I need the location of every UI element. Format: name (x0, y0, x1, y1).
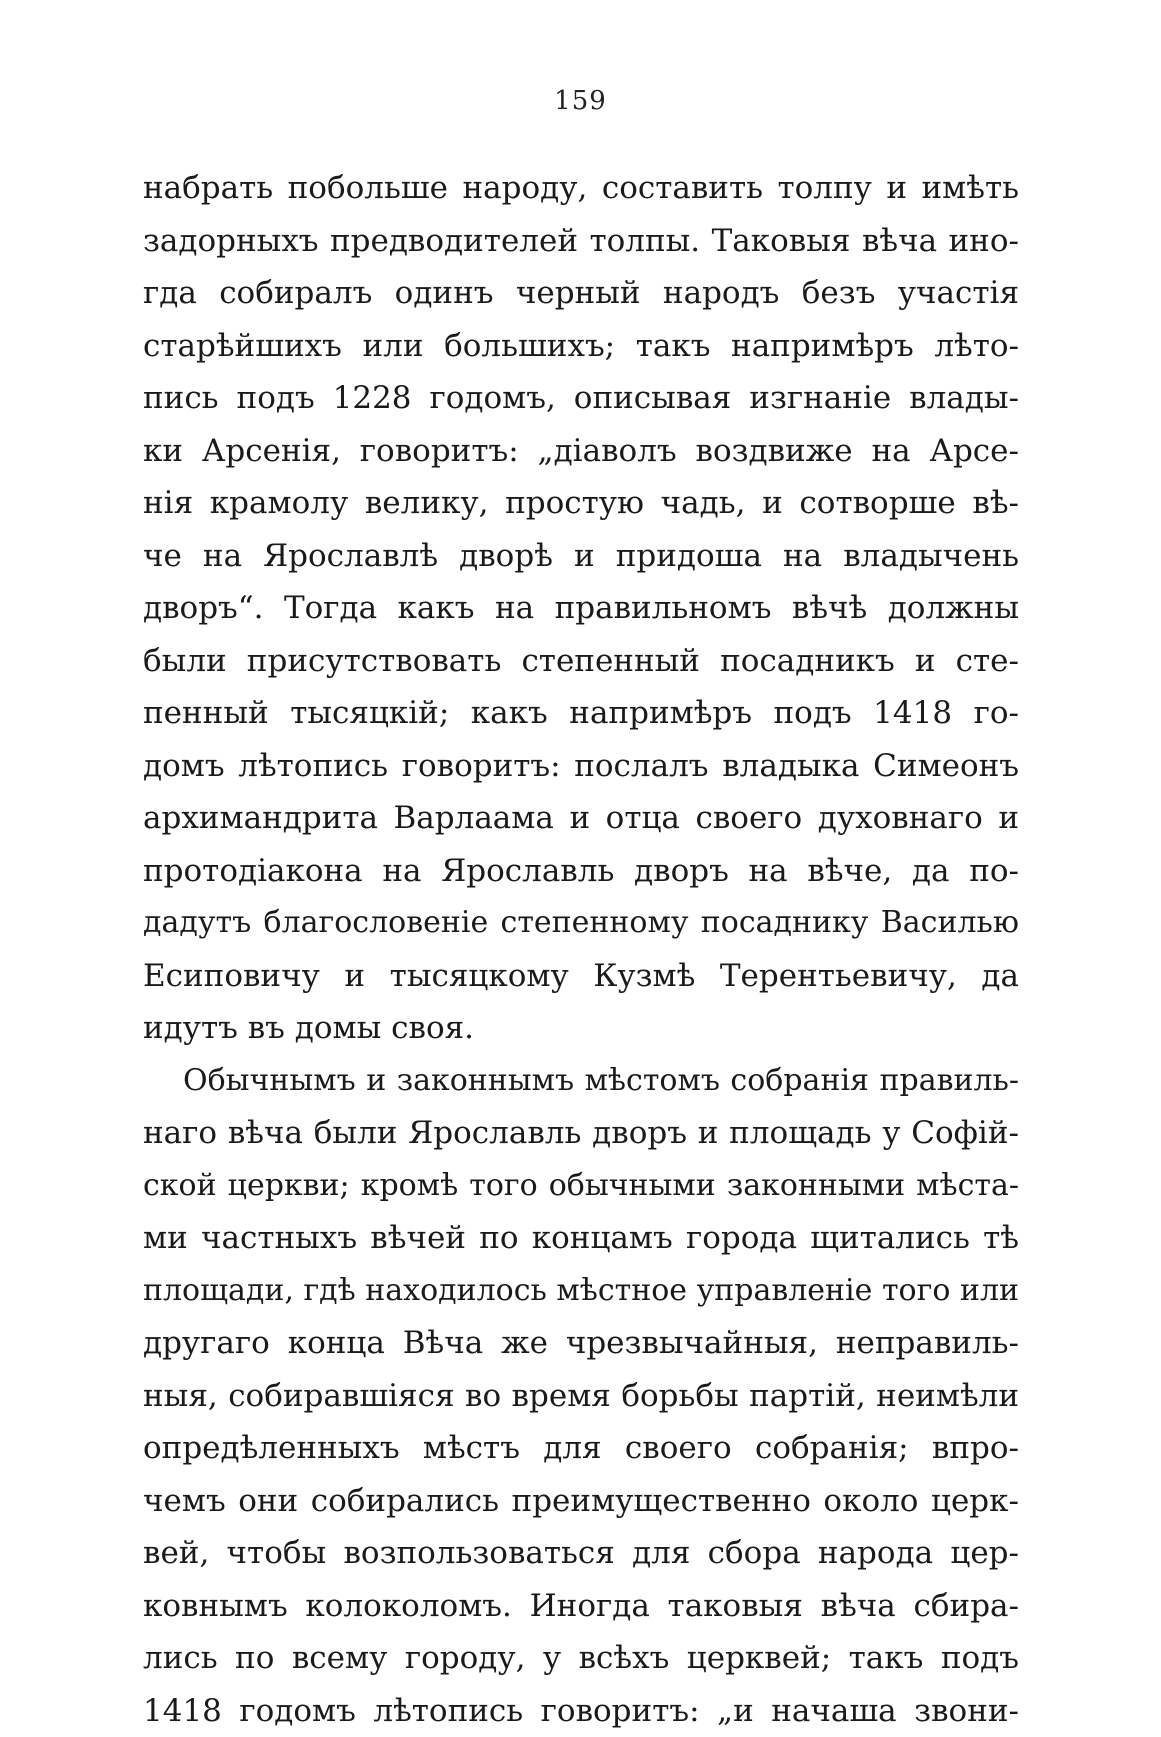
text-line: архимандрита Варлаама и отца своего духовнаго и (143, 792, 1019, 845)
text-line: опредѣленныхъ мѣстъ для своего собранія; впро- (143, 1422, 1019, 1475)
text-line: старѣйшихъ или большихъ; такъ напримѣръ лѣто- (143, 320, 1019, 373)
text-line: че на Ярославлѣ дворѣ и придоша на владычень (143, 530, 1019, 583)
text-line: ки Арсенія, говоритъ: „діаволъ воздвиже на Арсе- (143, 425, 1019, 478)
text-line: протодіакона на Ярославль дворъ на вѣче, да по- (143, 845, 1019, 898)
paragraph-2 (143, 1055, 1019, 1737)
text-line: ми частныхъ вѣчей по концамъ города щитались тѣ (143, 1212, 1019, 1265)
text-line: ской церкви; кромѣ того обычными законными мѣста- (143, 1160, 1019, 1213)
text-line: нія крамолу велику, простую чадь, и сотворше вѣ- (143, 477, 1019, 530)
text-line: пись подъ 1228 годомъ, описывая изгнаніе влады- (143, 372, 1019, 425)
text-line: наго вѣча были Ярославль дворъ и площадь у Софій- (143, 1107, 1019, 1160)
text-line: ковнымъ колоколомъ. Иногда таковыя вѣча сбира- (143, 1580, 1019, 1633)
paragraph-1 (143, 162, 1019, 1055)
text-line: дворъ“. Тогда какъ на правильномъ вѣчѣ должны (143, 582, 1019, 635)
text-line: ныя, собиравшіяся во время борьбы партій, неимѣли (143, 1370, 1019, 1423)
text-line: другаго конца Вѣча же чрезвычайныя, неправиль- (143, 1317, 1019, 1370)
text-line: были присутствовать степенный посадникъ и сте- (143, 635, 1019, 688)
text-line: Есиповичу и тысяцкому Кузмѣ Терентьевичу, да (143, 950, 1019, 1003)
text-line: лись по всему городу, у всѣхъ церквей; такъ подъ (143, 1632, 1019, 1685)
text-line: идутъ въ домы своя. (143, 1002, 1019, 1055)
text-line: 1418 годомъ лѣтопись говоритъ: „и начаша звони- (143, 1685, 1019, 1737)
text-line: Обычнымъ и законнымъ мѣстомъ собранія правиль- (143, 1055, 1019, 1108)
text-line: домъ лѣтопись говоритъ: послалъ владыка Симеонъ (143, 740, 1019, 793)
body-text (143, 162, 1019, 1737)
text-line: площади, гдѣ находилось мѣстное управленіе того или (143, 1265, 1019, 1318)
text-line: чемъ они собирались преимущественно около церк- (143, 1475, 1019, 1528)
page-number: 159 (0, 86, 1161, 116)
text-line: пенный тысяцкій; какъ напримѣръ подъ 1418 го- (143, 687, 1019, 740)
text-line: гда собиралъ одинъ черный народъ безъ участія (143, 267, 1019, 320)
text-line: задорныхъ предводителей толпы. Таковыя вѣча ино- (143, 215, 1019, 268)
text-line: дадутъ благословеніе степенному посаднику Василью (143, 897, 1019, 950)
text-line: набрать побольше народу, составить толпу и имѣть (143, 162, 1019, 215)
text-line: вей, чтобы возпользоваться для сбора народа цер- (143, 1527, 1019, 1580)
